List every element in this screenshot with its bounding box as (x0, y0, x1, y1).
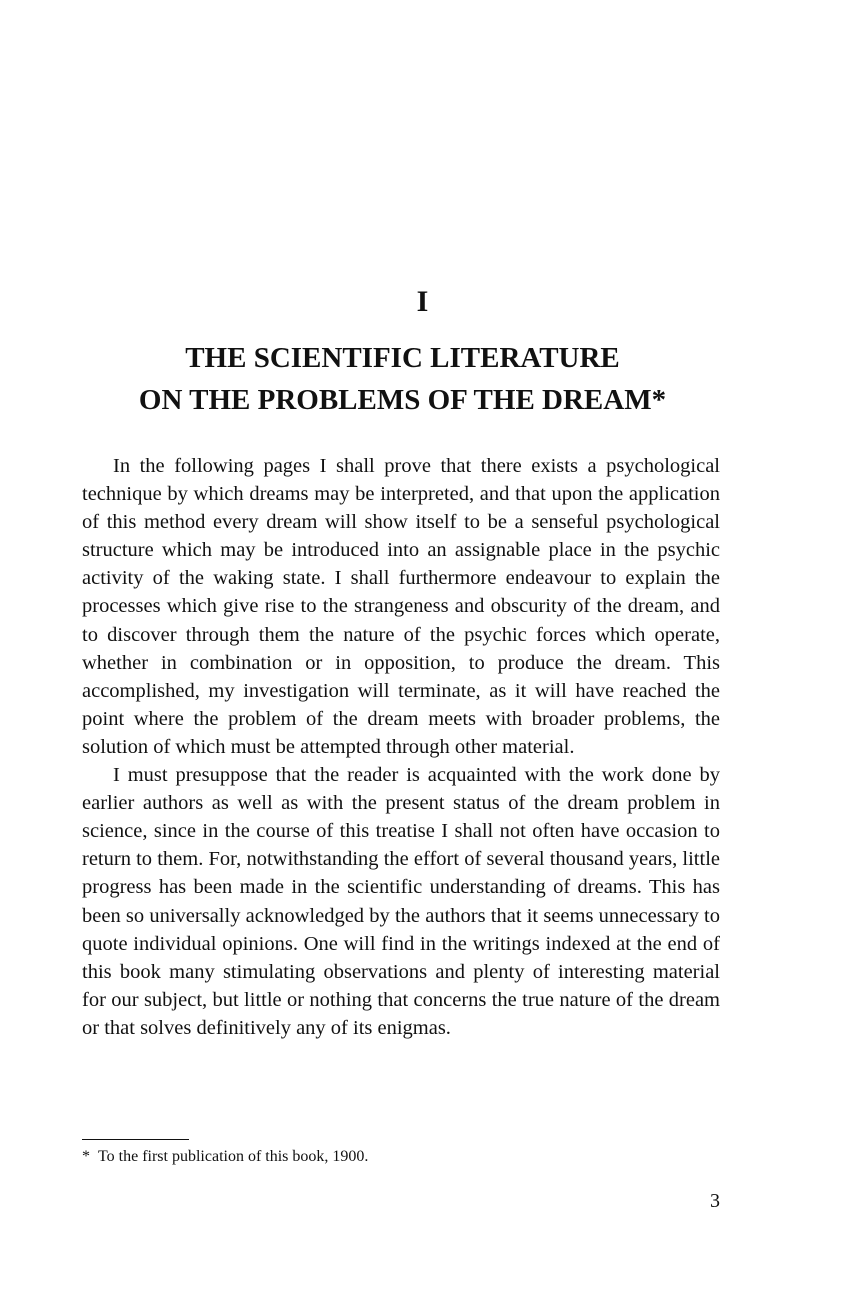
footnote-divider (82, 1139, 189, 1140)
chapter-title-line: ON THE PROBLEMS OF THE DREAM* (138, 384, 667, 416)
footnote-marker: * (82, 1148, 90, 1165)
chapter-title-line: THE SCIENTIFIC LITERATURE (185, 342, 620, 374)
paragraph: I must presuppose that the reader is acquainted with the work done by earlier authors as well as with the present status of the dream problem in science, since in the course of this treatise I shall not often have occasion to return to them. For, notwithstanding the effort of several thousand years, little progress has been made in the scientific understanding of dreams. This has been so universally acknowledged by the authors that it seems unnecessary to quote individual opinions. One will find in the writings indexed at the end of this book many stimulating observations and plenty of interesting material for our subject, but little or nothing that concerns the true nature of the dream or that solves definitively any of its enigmas. (82, 764, 720, 1039)
page-number: 3 (710, 1190, 720, 1212)
chapter-number: I (416, 285, 429, 318)
body-text (82, 452, 720, 1042)
footnote (82, 1146, 722, 1168)
footnote-text: To the first publication of this book, 1900. (98, 1148, 369, 1165)
chapter-title (0, 337, 805, 421)
paragraph: In the following pages I shall prove that there exists a psychological technique by which dreams may be interpreted, and that upon the application of this method every dream will show itself to be a senseful psychological structure which may be introduced into an assignable place in the psychic activity of the waking state. I shall furthermore endeavour to explain the processes which give rise to the strangeness and obscurity of the dream, and to discover through them the nature of the psychic forces which operate, whether in combination or in opposition, to produce the dream. This accomplished, my investigation will terminate, as it will have reached the point where the problem of the dream meets with broader problems, the solution of which must be attempted through other material. (82, 455, 720, 758)
